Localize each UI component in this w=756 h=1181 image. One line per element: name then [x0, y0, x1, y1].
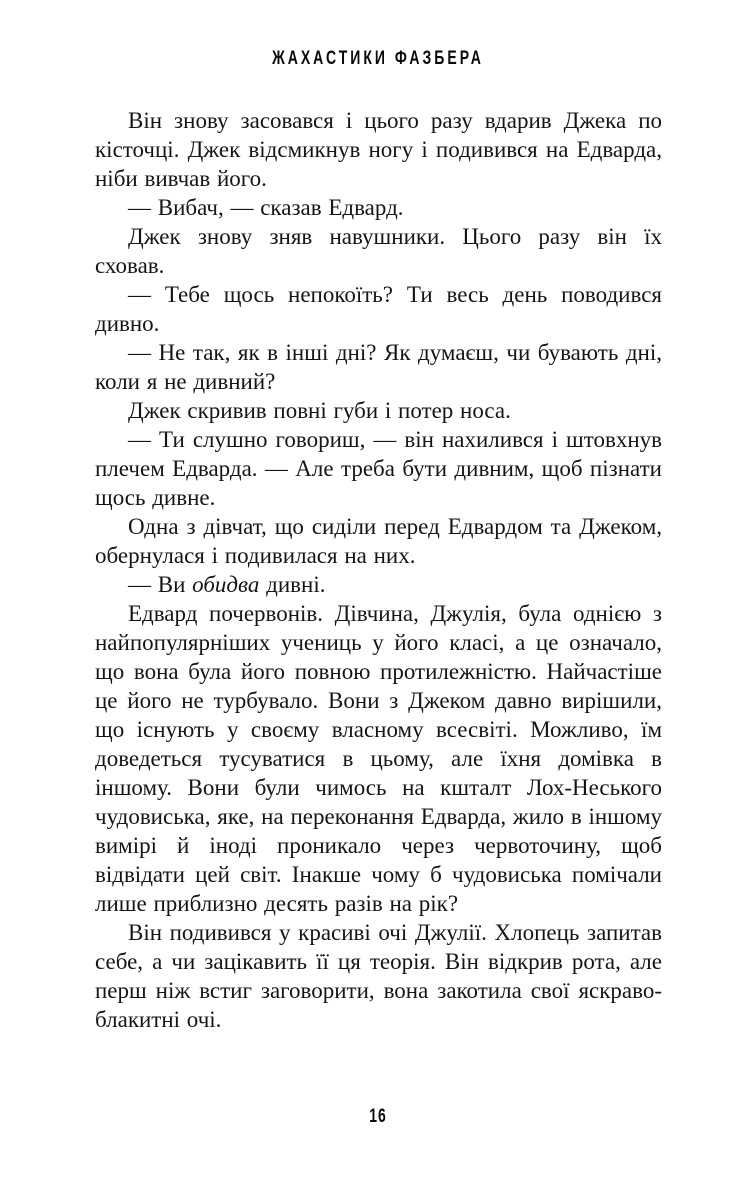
paragraph	[95, 599, 662, 918]
paragraph	[95, 193, 662, 222]
running-head: ЖАХАСТИКИ ФАЗБЕРА	[272, 46, 484, 69]
paragraph	[95, 512, 662, 570]
paragraph	[95, 918, 662, 1034]
paragraph	[95, 338, 662, 396]
text-run: Едвард почервонів. Дівчина, Джулія, була однією з найпопулярніших учениць у його класі, а це означало, що вона була його повною протилежністю. Найчастіше це його не турбувало. Вони з Джеком давно вирішили, що існують у своєму власному всесвіті. Можливо, їм доведеться тусуватися в цьому, але їхня домівка в іншому. Вони були чимось на кшталт Лох-Неського чудовиська, яке, на переконання Едварда, жило в іншому вимірі й іноді проникало через червоточину, щоб відвідати цей світ. Інакше чому б чудовиська помічали лише приблизно десять разів на рік?	[95, 601, 662, 916]
page-number: 16	[369, 1104, 387, 1127]
paragraph	[95, 222, 662, 280]
text-run: дивні.	[259, 572, 326, 597]
page-body	[95, 106, 662, 1034]
text-run: Одна з дівчат, що сиділи перед Едвардом та Джеком, обернулася і подивилася на них.	[95, 514, 662, 568]
text-run: Джек знову зняв навушники. Цього разу він їх сховав.	[95, 224, 662, 278]
text-run: — Тебе щось непокоїть? Ти весь день поводився дивно.	[95, 282, 662, 336]
text-run: Джек скривив повні губи і потер носа.	[128, 398, 511, 423]
paragraph	[95, 280, 662, 338]
text-run: Він подивився у красиві очі Джулії. Хлопець запитав себе, а чи зацікавить її ця теорія. Він відкрив рота, але перш ніж встиг заговорити, вона закотила свої яскраво-блакитні очі.	[95, 920, 662, 1032]
paragraph	[95, 396, 662, 425]
italic-text: обидва	[192, 572, 260, 597]
text-run: Він знову засовався і цього разу вдарив Джека по кісточці. Джек відсмикнув ногу і подивився на Едварда, ніби вивчав його.	[95, 108, 662, 191]
paragraph	[95, 570, 662, 599]
text-run: — Вибач, — сказав Едвард.	[128, 195, 404, 220]
text-run: — Не так, як в інші дні? Як думаєш, чи бувають дні, коли я не дивний?	[95, 340, 662, 394]
paragraph	[95, 425, 662, 512]
text-run: — Ви	[128, 572, 193, 597]
text-run: — Ти слушно говориш, — він нахилився і штовхнув плечем Едварда. — Але треба бути дивним, щоб пізнати щось дивне.	[95, 427, 662, 510]
paragraph	[95, 106, 662, 193]
